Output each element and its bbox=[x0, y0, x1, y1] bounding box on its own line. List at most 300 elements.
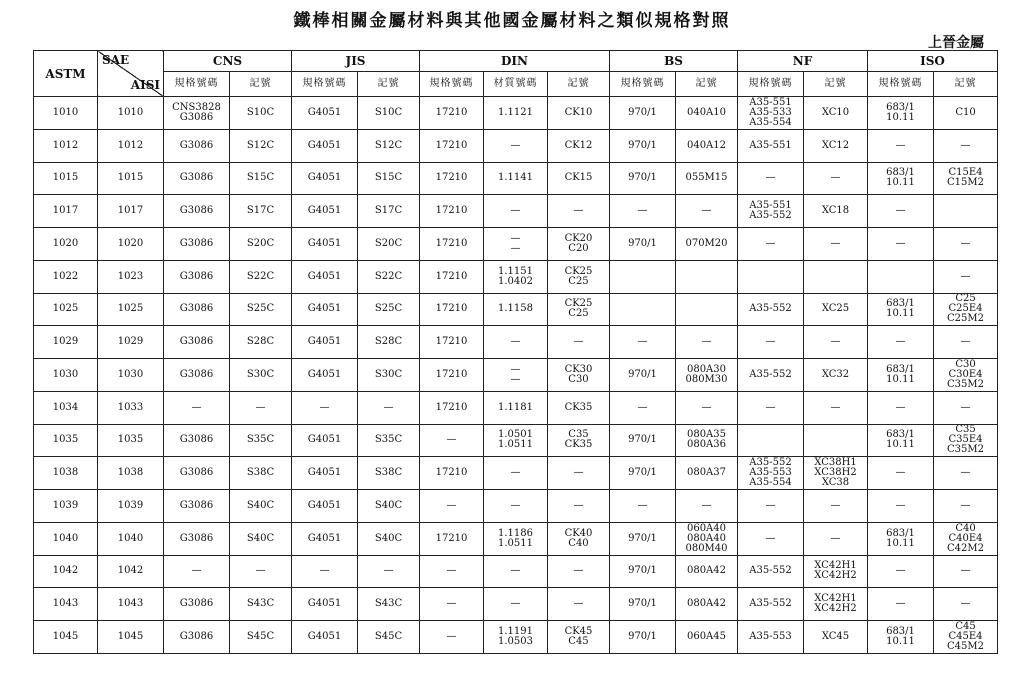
cell-line: 080A35 bbox=[686, 429, 727, 441]
cell-line: 1.1191 bbox=[498, 626, 533, 637]
table-cell: — bbox=[738, 490, 804, 523]
cell-line: C15M2 bbox=[947, 177, 984, 189]
table-cell: — bbox=[804, 522, 868, 555]
header-nf: NF bbox=[738, 51, 868, 72]
table-cell bbox=[934, 359, 998, 392]
cell-line: 683/1 bbox=[886, 363, 915, 375]
table-cell: — bbox=[484, 588, 548, 621]
table-cell bbox=[804, 424, 868, 457]
table-cell: 1.1121 bbox=[484, 97, 548, 130]
table-cell: G3086 bbox=[164, 260, 230, 293]
table-row bbox=[34, 260, 998, 293]
table-cell bbox=[934, 195, 998, 228]
table-cell: 17210 bbox=[420, 457, 484, 490]
table-cell bbox=[164, 97, 230, 130]
table-cell: G3086 bbox=[164, 162, 230, 195]
subheader-din-symbol: 記號 bbox=[548, 72, 610, 97]
table-cell: G4051 bbox=[292, 293, 358, 326]
table-cell: — bbox=[484, 555, 548, 588]
subheader-din-material: 材質號碼 bbox=[484, 72, 548, 97]
table-cell: 1039 bbox=[34, 490, 98, 523]
cell-line: G3086 bbox=[179, 111, 214, 123]
table-cell: — bbox=[676, 490, 738, 523]
table-cell: — bbox=[934, 260, 998, 293]
table-cell: 1015 bbox=[98, 162, 164, 195]
table-cell bbox=[484, 359, 548, 392]
cell-line: — bbox=[510, 242, 521, 254]
cell-line: CNS3828 bbox=[172, 101, 221, 113]
table-cell bbox=[548, 260, 610, 293]
table-cell: 1038 bbox=[34, 457, 98, 490]
table-cell: G3086 bbox=[164, 490, 230, 523]
subheader-jis-symbol: 記號 bbox=[358, 72, 420, 97]
table-cell bbox=[934, 162, 998, 195]
subheader-nf-spec: 規格號碼 bbox=[738, 72, 804, 97]
table-cell: 1034 bbox=[34, 391, 98, 424]
table-cell: — bbox=[164, 391, 230, 424]
cell-line: 683/1 bbox=[886, 298, 915, 310]
table-cell: G4051 bbox=[292, 97, 358, 130]
table-cell: 1038 bbox=[98, 457, 164, 490]
table-cell: S38C bbox=[358, 457, 420, 490]
table-cell bbox=[934, 522, 998, 555]
table-cell: S12C bbox=[230, 129, 292, 162]
cell-line: 10.11 bbox=[886, 308, 915, 320]
header-astm: ASTM bbox=[34, 51, 98, 97]
table-cell: — bbox=[934, 490, 998, 523]
table-cell bbox=[804, 555, 868, 588]
table-cell: S35C bbox=[358, 424, 420, 457]
table-cell: S22C bbox=[230, 260, 292, 293]
table-cell: CK15 bbox=[548, 162, 610, 195]
subheader-nf-symbol: 記號 bbox=[804, 72, 868, 97]
table-cell: 970/1 bbox=[610, 424, 676, 457]
table-cell: S15C bbox=[358, 162, 420, 195]
table-cell: — bbox=[610, 490, 676, 523]
cell-line: C42M2 bbox=[947, 542, 984, 554]
table-row bbox=[34, 555, 998, 588]
cell-line: C35M2 bbox=[947, 444, 984, 456]
table-cell: XC18 bbox=[804, 195, 868, 228]
table-cell: — bbox=[358, 391, 420, 424]
cell-line: C45M2 bbox=[947, 641, 984, 652]
table-cell: 1025 bbox=[34, 293, 98, 326]
table-cell: 970/1 bbox=[610, 162, 676, 195]
table-cell: G3086 bbox=[164, 359, 230, 392]
cell-line: C40 bbox=[568, 537, 589, 549]
table-cell bbox=[804, 457, 868, 490]
cell-line: 1.1151 bbox=[498, 265, 533, 277]
cell-line: C35 bbox=[955, 424, 976, 436]
table-cell: — bbox=[738, 391, 804, 424]
table-cell: 1023 bbox=[98, 260, 164, 293]
table-cell: — bbox=[868, 195, 934, 228]
document-title: 鐵棒相關金屬材料與其他國金屬材料之類似規格對照 bbox=[293, 11, 731, 31]
table-cell: S25C bbox=[230, 293, 292, 326]
table-cell: — bbox=[868, 228, 934, 261]
table-cell: S45C bbox=[358, 621, 420, 654]
table-cell: A35-552 bbox=[738, 588, 804, 621]
cell-line: C45 bbox=[955, 621, 976, 632]
table-row bbox=[34, 359, 998, 392]
table-cell: 17210 bbox=[420, 359, 484, 392]
table-cell: — bbox=[548, 588, 610, 621]
table-cell: 1017 bbox=[34, 195, 98, 228]
subheader-cns-spec: 規格號碼 bbox=[164, 72, 230, 97]
table-cell: S10C bbox=[230, 97, 292, 130]
table-cell: 1020 bbox=[34, 228, 98, 261]
table-cell: 1017 bbox=[98, 195, 164, 228]
table-cell: — bbox=[484, 195, 548, 228]
table-cell: — bbox=[868, 391, 934, 424]
table-cell: — bbox=[738, 228, 804, 261]
cell-line: — bbox=[510, 232, 521, 244]
table-cell: — bbox=[868, 129, 934, 162]
table-cell bbox=[868, 424, 934, 457]
table-cell: XC45 bbox=[804, 621, 868, 654]
cell-line: 683/1 bbox=[886, 101, 915, 113]
table-cell: 1.1141 bbox=[484, 162, 548, 195]
cell-line: CK45 bbox=[564, 626, 593, 637]
table-cell: — bbox=[484, 326, 548, 359]
table-cell: CK12 bbox=[548, 129, 610, 162]
cell-line: CK25 bbox=[564, 298, 593, 310]
table-cell: — bbox=[804, 391, 868, 424]
cell-line: A35-551 bbox=[749, 96, 792, 108]
table-cell: 17210 bbox=[420, 228, 484, 261]
table-cell bbox=[548, 424, 610, 457]
table-cell: — bbox=[420, 588, 484, 621]
table-cell: — bbox=[548, 555, 610, 588]
cell-line: C35 bbox=[568, 429, 589, 441]
cell-line: XC38H1 bbox=[814, 457, 857, 469]
table-cell: — bbox=[548, 457, 610, 490]
table-cell: — bbox=[934, 129, 998, 162]
table-cell: S12C bbox=[358, 129, 420, 162]
table-cell: 17210 bbox=[420, 129, 484, 162]
table-cell: 1015 bbox=[34, 162, 98, 195]
table-cell: — bbox=[292, 391, 358, 424]
table-cell: S20C bbox=[358, 228, 420, 261]
subheader-iso-symbol: 記號 bbox=[934, 72, 998, 97]
cell-line: 080M40 bbox=[685, 542, 728, 554]
table-cell: S28C bbox=[358, 326, 420, 359]
cell-line: C30 bbox=[568, 373, 589, 385]
table-cell bbox=[484, 260, 548, 293]
table-cell: G4051 bbox=[292, 621, 358, 654]
table-cell: — bbox=[484, 457, 548, 490]
cell-line: 683/1 bbox=[886, 429, 915, 441]
table-cell: — bbox=[676, 391, 738, 424]
table-row bbox=[34, 129, 998, 162]
table-cell bbox=[738, 260, 804, 293]
cell-line: C30 bbox=[955, 358, 976, 370]
table-cell: 1045 bbox=[98, 621, 164, 654]
subheader-bs-spec: 規格號碼 bbox=[610, 72, 676, 97]
table-cell: G4051 bbox=[292, 260, 358, 293]
cell-line: C20 bbox=[568, 242, 589, 254]
table-cell: 1045 bbox=[34, 621, 98, 654]
table-cell: C10 bbox=[934, 97, 998, 130]
spec-comparison-table bbox=[33, 50, 998, 654]
table-row bbox=[34, 457, 998, 490]
table-cell: 1030 bbox=[34, 359, 98, 392]
table-cell: — bbox=[934, 228, 998, 261]
table-cell: — bbox=[610, 195, 676, 228]
table-row bbox=[34, 522, 998, 555]
table-cell bbox=[868, 162, 934, 195]
table-cell: 1010 bbox=[98, 97, 164, 130]
table-cell: 1.1181 bbox=[484, 391, 548, 424]
table-cell: S40C bbox=[358, 522, 420, 555]
header-din: DIN bbox=[420, 51, 610, 72]
cell-line: 683/1 bbox=[886, 626, 915, 637]
cell-line: A35-551 bbox=[749, 200, 792, 212]
table-cell: — bbox=[868, 457, 934, 490]
table-cell: — bbox=[738, 326, 804, 359]
cell-line: A35-553 bbox=[749, 467, 792, 479]
table-cell: 080A42 bbox=[676, 555, 738, 588]
table-cell: G4051 bbox=[292, 129, 358, 162]
table-cell: — bbox=[934, 457, 998, 490]
table-cell: G4051 bbox=[292, 457, 358, 490]
table-row bbox=[34, 621, 998, 654]
table-cell: — bbox=[548, 490, 610, 523]
table-cell: 1039 bbox=[98, 490, 164, 523]
table-row bbox=[34, 326, 998, 359]
table-cell: 970/1 bbox=[610, 97, 676, 130]
table-cell: — bbox=[934, 588, 998, 621]
table-cell: 1012 bbox=[98, 129, 164, 162]
table-cell: 17210 bbox=[420, 195, 484, 228]
table-cell: S28C bbox=[230, 326, 292, 359]
table-cell: — bbox=[484, 490, 548, 523]
table-cell bbox=[804, 588, 868, 621]
table-cell: — bbox=[934, 555, 998, 588]
table-cell: 1025 bbox=[98, 293, 164, 326]
table-cell: 070M20 bbox=[676, 228, 738, 261]
table-cell: 040A12 bbox=[676, 129, 738, 162]
table-row bbox=[34, 162, 998, 195]
table-cell: G4051 bbox=[292, 522, 358, 555]
table-row bbox=[34, 391, 998, 424]
table-cell: S25C bbox=[358, 293, 420, 326]
table-cell: S17C bbox=[230, 195, 292, 228]
table-cell: — bbox=[868, 555, 934, 588]
cell-line: 060A40 bbox=[686, 522, 727, 534]
table-cell: XC10 bbox=[804, 97, 868, 130]
table-cell: A35-551 bbox=[738, 129, 804, 162]
table-cell: — bbox=[230, 555, 292, 588]
cell-line: C25E4 bbox=[948, 303, 983, 315]
table-cell: 970/1 bbox=[610, 555, 676, 588]
table-cell: 1029 bbox=[34, 326, 98, 359]
table-cell: 1010 bbox=[34, 97, 98, 130]
table-cell bbox=[484, 228, 548, 261]
table-cell: 17210 bbox=[420, 522, 484, 555]
company-name: 上晉金屬 bbox=[928, 35, 984, 51]
header-iso: ISO bbox=[868, 51, 998, 72]
table-cell: A35-552 bbox=[738, 293, 804, 326]
table-cell: 1042 bbox=[98, 555, 164, 588]
table-cell: G3086 bbox=[164, 228, 230, 261]
table-cell: — bbox=[934, 326, 998, 359]
table-cell: 1030 bbox=[98, 359, 164, 392]
table-cell bbox=[934, 621, 998, 654]
table-row bbox=[34, 195, 998, 228]
table-cell: — bbox=[420, 621, 484, 654]
cell-line: 080M30 bbox=[685, 373, 728, 385]
table-cell: CK35 bbox=[548, 391, 610, 424]
table-cell: 970/1 bbox=[610, 522, 676, 555]
table-cell bbox=[484, 621, 548, 654]
cell-line: C45 bbox=[568, 636, 589, 647]
table-cell bbox=[484, 522, 548, 555]
table-cell: XC12 bbox=[804, 129, 868, 162]
table-cell: S45C bbox=[230, 621, 292, 654]
table-cell bbox=[738, 424, 804, 457]
cell-line: XC42H1 bbox=[814, 560, 857, 572]
table-cell: — bbox=[676, 195, 738, 228]
table-cell: — bbox=[420, 490, 484, 523]
table-cell: S17C bbox=[358, 195, 420, 228]
table-cell bbox=[934, 424, 998, 457]
table-cell: 060A45 bbox=[676, 621, 738, 654]
table-cell: — bbox=[934, 391, 998, 424]
table-cell: S40C bbox=[230, 522, 292, 555]
cell-line: 10.11 bbox=[886, 111, 915, 123]
table-cell: — bbox=[868, 588, 934, 621]
table-cell: XC25 bbox=[804, 293, 868, 326]
subheader-jis-spec: 規格號碼 bbox=[292, 72, 358, 97]
cell-line: 080A30 bbox=[686, 363, 727, 375]
table-cell: 970/1 bbox=[610, 129, 676, 162]
cell-line: C35E4 bbox=[948, 434, 983, 446]
table-cell: G3086 bbox=[164, 588, 230, 621]
cell-line: CK20 bbox=[564, 232, 593, 244]
table-cell: G4051 bbox=[292, 326, 358, 359]
table-row bbox=[34, 588, 998, 621]
cell-line: 10.11 bbox=[886, 636, 915, 647]
cell-line: XC38 bbox=[821, 477, 850, 489]
table-cell: 17210 bbox=[420, 326, 484, 359]
table-cell bbox=[676, 424, 738, 457]
table-cell: 17210 bbox=[420, 391, 484, 424]
table-cell: G4051 bbox=[292, 228, 358, 261]
table-cell bbox=[548, 228, 610, 261]
table-cell: G3086 bbox=[164, 424, 230, 457]
table-cell: — bbox=[804, 490, 868, 523]
table-cell: G4051 bbox=[292, 424, 358, 457]
table-cell: S38C bbox=[230, 457, 292, 490]
table-cell: 1040 bbox=[34, 522, 98, 555]
cell-line: 10.11 bbox=[886, 439, 915, 451]
table-cell: — bbox=[738, 522, 804, 555]
cell-line: C40E4 bbox=[948, 532, 983, 544]
table-cell: 970/1 bbox=[610, 359, 676, 392]
table-cell: — bbox=[420, 424, 484, 457]
table-cell: S40C bbox=[230, 490, 292, 523]
table-cell: CK10 bbox=[548, 97, 610, 130]
table-cell: 1033 bbox=[98, 391, 164, 424]
cell-line: A35-533 bbox=[749, 106, 792, 118]
table-cell: A35-552 bbox=[738, 359, 804, 392]
cell-line: XC38H2 bbox=[814, 467, 857, 479]
table-cell bbox=[676, 522, 738, 555]
cell-line: CK25 bbox=[564, 265, 593, 277]
table-cell: G3086 bbox=[164, 457, 230, 490]
table-cell bbox=[934, 293, 998, 326]
cell-line: CK35 bbox=[564, 439, 593, 451]
table-cell: 17210 bbox=[420, 97, 484, 130]
table-cell: 080A37 bbox=[676, 457, 738, 490]
table-cell: G4051 bbox=[292, 359, 358, 392]
table-cell bbox=[484, 424, 548, 457]
table-cell: G4051 bbox=[292, 162, 358, 195]
table-cell: S30C bbox=[230, 359, 292, 392]
table-cell: 1022 bbox=[34, 260, 98, 293]
table-cell: XC32 bbox=[804, 359, 868, 392]
cell-line: C25 bbox=[568, 275, 589, 287]
table-cell: — bbox=[484, 129, 548, 162]
table-cell: S43C bbox=[358, 588, 420, 621]
table-cell: 055M15 bbox=[676, 162, 738, 195]
table-cell: G4051 bbox=[292, 195, 358, 228]
table-cell: 1035 bbox=[34, 424, 98, 457]
cell-line: 080A40 bbox=[686, 532, 727, 544]
cell-line: 1.0511 bbox=[498, 537, 533, 549]
table-cell: — bbox=[610, 391, 676, 424]
table-cell: S43C bbox=[230, 588, 292, 621]
table-cell: G3086 bbox=[164, 621, 230, 654]
table-cell: — bbox=[804, 228, 868, 261]
cell-line: A35-554 bbox=[749, 116, 792, 128]
table-cell: 17210 bbox=[420, 260, 484, 293]
table-cell bbox=[548, 359, 610, 392]
table-cell: G3086 bbox=[164, 195, 230, 228]
cell-line: C40 bbox=[955, 522, 976, 534]
table-cell: — bbox=[610, 326, 676, 359]
cell-line: — bbox=[510, 373, 521, 385]
cell-line: A35-552 bbox=[749, 457, 792, 469]
cell-line: XC42H2 bbox=[814, 570, 857, 582]
table-cell: 1.1158 bbox=[484, 293, 548, 326]
table-cell: G3086 bbox=[164, 293, 230, 326]
table-cell bbox=[868, 621, 934, 654]
table-cell: — bbox=[420, 555, 484, 588]
cell-line: C35M2 bbox=[947, 378, 984, 390]
table-cell: A35-552 bbox=[738, 555, 804, 588]
table-cell bbox=[610, 260, 676, 293]
table-cell: — bbox=[868, 490, 934, 523]
cell-line: 080A36 bbox=[686, 439, 727, 451]
cell-line: C25 bbox=[568, 308, 589, 320]
cell-line: — bbox=[510, 363, 521, 375]
table-cell: 1040 bbox=[98, 522, 164, 555]
table-cell: — bbox=[804, 326, 868, 359]
table-cell bbox=[548, 621, 610, 654]
header-bs: BS bbox=[610, 51, 738, 72]
table-cell: 1042 bbox=[34, 555, 98, 588]
table-cell bbox=[738, 97, 804, 130]
cell-line: XC42H2 bbox=[814, 603, 857, 615]
table-cell: — bbox=[868, 326, 934, 359]
table-cell: G4051 bbox=[292, 490, 358, 523]
table-row bbox=[34, 293, 998, 326]
table-cell: G3086 bbox=[164, 326, 230, 359]
cell-line: C45E4 bbox=[948, 631, 983, 642]
table-cell: — bbox=[292, 555, 358, 588]
